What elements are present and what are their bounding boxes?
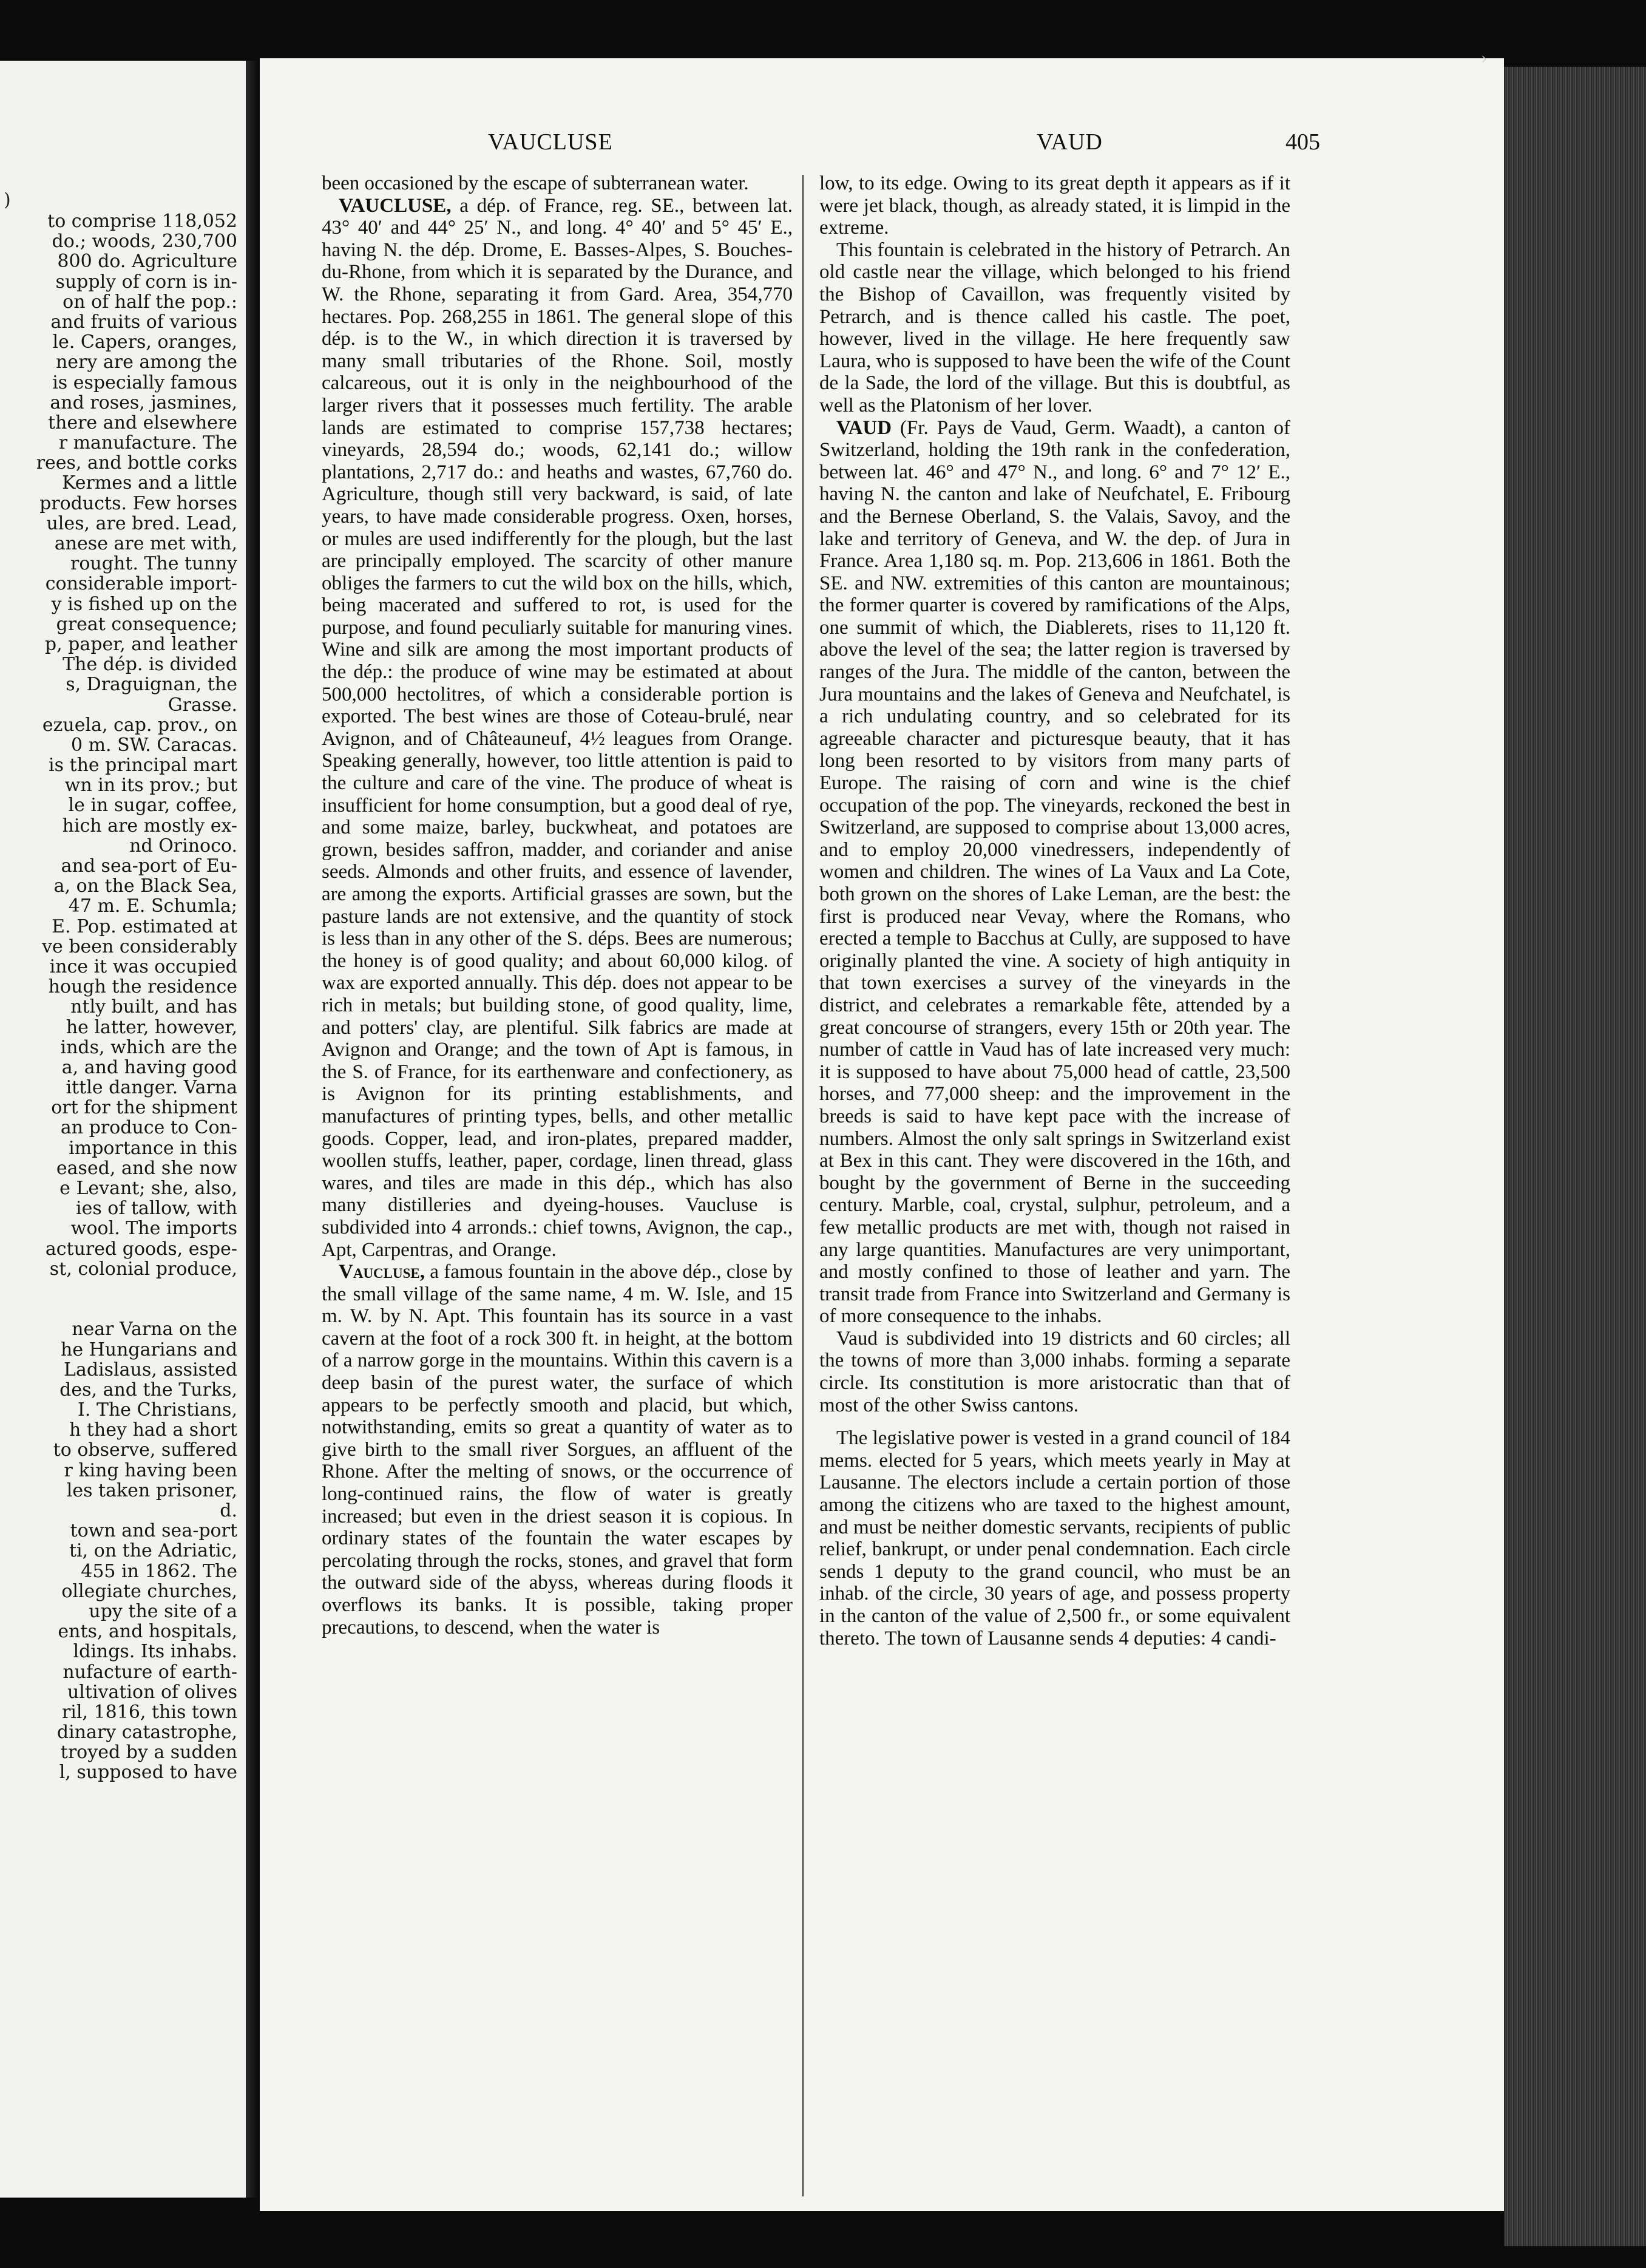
facing-page-line: eased, and she now	[56, 1157, 237, 1179]
paragraph-text: The legislative power is vested in a grand council of 184 mems. elected for 5 years, which meets yearly in May at Lausanne. The electors include a certain portion of those among the citizens who are taxed to the highest amount, and must be neither domestic servants, recipients of public relief, bankrupt, or under penal condemnation. Each circle sends 1 deputy to the grand council, who must be an inhab. of the circle, 30 years of age, and possess property in the canton of the value of 2,500 fr., or some equivalent thereto. The town of Lausanne sends 4 deputies: 4 candi-	[819, 1427, 1290, 1649]
facing-page-line: ve been considerably	[42, 935, 237, 957]
facing-page-line: wool. The imports	[70, 1218, 237, 1240]
facing-page-line: d.	[220, 1500, 237, 1521]
facing-page-line: ril, 1816, this town	[61, 1701, 237, 1723]
facing-page-line: ort for the shipment	[51, 1097, 237, 1119]
facing-page-line: to comprise 118,052	[47, 211, 237, 232]
running-head-right: VAUD	[1037, 129, 1103, 155]
facing-page-line: near Varna on the	[72, 1319, 237, 1340]
facing-page-line: products. Few horses	[39, 492, 237, 514]
facing-page-line: 455 in 1862. The	[81, 1560, 237, 1582]
facing-page-line: ldings. Its inhabs.	[73, 1641, 237, 1663]
facing-page-line: he latter, however,	[66, 1016, 237, 1038]
facing-page-line: to observe, suffered	[53, 1439, 237, 1461]
facing-page-line: inds, which are the	[60, 1036, 237, 1058]
facing-page-line: h they had a short	[69, 1419, 237, 1441]
facing-page-text	[0, 211, 237, 1783]
facing-page-line: y is fished up on the	[51, 593, 237, 615]
facing-page-line: des, and the Turks,	[59, 1379, 237, 1401]
facing-page-line: ntly built, and has	[70, 996, 237, 1018]
paragraph	[819, 239, 1290, 417]
paragraph	[819, 1328, 1290, 1416]
facing-page-line: and fruits of various	[50, 311, 237, 333]
facing-page-line: l, supposed to have	[59, 1762, 237, 1784]
paragraph	[819, 417, 1290, 1328]
facing-page-line: hich are mostly ex-	[62, 815, 237, 837]
facing-page-line: town and sea-port	[70, 1520, 237, 1542]
facing-page-line: I. The Christians,	[78, 1399, 237, 1421]
facing-page-line: and sea-port of Eu-	[61, 855, 237, 877]
facing-page-line: and roses, jasmines,	[50, 392, 237, 413]
facing-page-line: hough the residence	[48, 976, 237, 998]
facing-page-line: considerable import-	[45, 573, 237, 595]
facing-page-line: E. Pop. estimated at	[52, 915, 237, 937]
running-head-left: VAUCLUSE	[488, 129, 613, 155]
facing-page-line: nufacture of earth-	[63, 1661, 237, 1683]
facing-page-line: ents, and hospitals,	[58, 1621, 237, 1643]
facing-page-line: Ladislaus, assisted	[64, 1359, 237, 1380]
facing-page-line: supply of corn is in-	[55, 271, 237, 293]
facing-page-line: p, paper, and leather	[44, 633, 237, 655]
facing-page-line: ules, are bred. Lead,	[46, 512, 237, 534]
facing-page-line: is the principal mart	[48, 755, 237, 776]
entry-headword: VAUD	[836, 416, 892, 439]
facing-page-line: Kermes and a little	[62, 472, 237, 494]
facing-page-line: ezuela, cap. prov., on	[42, 714, 237, 736]
text-column-left	[322, 172, 793, 1638]
facing-page-line: st, colonial produce,	[49, 1258, 237, 1280]
facing-page-line: anese are met with,	[54, 533, 237, 554]
facing-page-line: rought. The tunny	[70, 553, 237, 575]
facing-page-line: e Levant; she, also,	[59, 1178, 237, 1199]
facing-page-line: do.; woods, 230,700	[52, 231, 237, 253]
facing-page-line: le. Capers, oranges,	[52, 331, 237, 353]
facing-page-line: 800 do. Agriculture	[57, 251, 237, 273]
paragraph-text: been occasioned by the escape of subterranean water.	[322, 172, 749, 194]
facing-page-line: dinary catastrophe,	[56, 1722, 237, 1743]
facing-page-mark: )	[4, 189, 11, 211]
facing-page-line: ti, on the Adriatic,	[69, 1540, 237, 1562]
facing-page-line: le in sugar, coffee,	[68, 795, 237, 817]
facing-page	[0, 61, 246, 2198]
facing-page-line: nery are among the	[55, 351, 237, 373]
entry-headword: Vaucluse,	[339, 1261, 425, 1283]
facing-page-line: 47 m. E. Schumla;	[68, 895, 237, 917]
facing-page-line: The dép. is divided	[63, 654, 237, 676]
facing-page-line: r king having been	[64, 1459, 237, 1481]
paragraph-text: a famous fountain in the above dép., close by the small village of the same name, 4 m. W. Isle, and 15 m. W. by N. Apt. This fountain has its source in a vast cavern at the foot of a rock 300 ft. in height, at the bottom of a narrow gorge in the mountains. Within this cavern is a deep basin of the purest water, the surface of which appears to be perfectly smooth and placid, but which, notwithstanding, emits so great a quantity of water as to give birth to the small river Sorgues, an affluent of the Rhone. After the melting of snows, or the occurrence of long-continued rains, the flow of water is greatly increased; but even in the driest season it is copious. In ordinary states of the fountain the water escapes by percolating through the rocks, stones, and gravel that form the outward side of the abyss, whereas during floods it overflows its banks. It is possible, taking proper precautions, to descend, when the water is	[322, 1261, 793, 1638]
facing-page-line: nd Orinoco.	[129, 835, 237, 857]
facing-page-line: upy the site of a	[89, 1600, 237, 1622]
text-column-right	[819, 172, 1290, 1649]
facing-page-line: 0 m. SW. Caracas.	[70, 734, 237, 756]
entry-headword: VAUCLUSE,	[339, 194, 452, 217]
facing-page-line: great consequence;	[56, 613, 237, 635]
scan-mark: ›	[1481, 50, 1488, 68]
facing-page-line: on of half the pop.:	[63, 291, 237, 313]
facing-page-line: importance in this	[69, 1137, 237, 1159]
facing-page-line: les taken prisoner,	[66, 1479, 237, 1501]
book-gutter	[246, 61, 258, 2198]
paragraph	[322, 195, 793, 1261]
facing-page-line: a, on the Black Sea,	[53, 875, 237, 897]
facing-page-line: rees, and bottle corks	[36, 452, 237, 474]
facing-page-line: there and elsewhere	[47, 412, 237, 433]
paragraph-text: (Fr. Pays de Vaud, Germ. Waadt), a canton of Switzerland, holding the 19th rank in the confederation, between lat. 46° and 47° N., and long. 6° and 7° 12′ E., having N. the canton and lake of Neufchatel, E. Fribourg and the Bernese Oberland, S. the Valais, Savoy, and the lake and territory of Geneva, and W. the dep. of Jura in France. Area 1,180 sq. m. Pop. 213,606 in 1861. Both the SE. and NW. extremities of this canton are mountainous; the former quarter is covered by ramifications of the Alps, one summit of which, the Diablerets, rises to 11,120 ft. above the level of the sea; the latter region is traversed by ranges of the Jura. The middle of the canton, between the Jura mountains and the lakes of Geneva and Neufchatel, is a rich undulating country, and so celebrated for its agreeable character and picturesque beauty, that it has long been resorted to by visitors from many parts of Europe. The raising of corn and wine is the chief occupation of the pop. The vineyards, reckoned the best in Switzerland, are supposed to comprise about 13,000 acres, and to employ 20,000 vinedressers, independently of women and children. The wines of La Vaux and La Cote, both grown on the shores of Lake Leman, are the best: the first is produced near Vevay, where the Romans, who erected a temple to Bacchus at Cully, are supposed to have originally planted the vine. A society of high antiquity in that town exercises a survey of the vineyards in the district, and celebrates a remarkable fête, attended by a great concourse of strangers, every 15th or 20th year. The number of cattle in Vaud has of late increased very much: it is supposed to have about 75,000 head of cattle, 23,500 horses, and 77,000 sheep: and the improvement in the breeds is said to have kept pace with the increase of numbers. Almost the only salt springs in Switzerland exist at Bex in this cant. They were discovered in the 16th, and bought by the government of Berne in the succeeding century. Marble, coal, crystal, sulphur, petroleum, and a few metallic products are met with, though not raised in any large quantities. Manufactures are very unimportant, and mostly confined to those of leather and yarn. The transit trade from France into Switzerland and Germany is of more consequence to the inhabs.	[819, 416, 1290, 1328]
facing-page-line: r manufacture. The	[58, 432, 237, 454]
facing-page-line: is especially famous	[52, 372, 237, 393]
page-number: 405	[1285, 129, 1320, 155]
paragraph-text: low, to its edge. Owing to its great depth it appears as if it were jet black, though, as already stated, it is limpid in the extreme.	[819, 172, 1290, 239]
facing-page-line: s, Draguignan, the	[66, 674, 237, 696]
paragraph	[322, 1261, 793, 1638]
page-edges	[1504, 67, 1646, 2246]
paragraph	[819, 1427, 1290, 1649]
paragraph-text: Vaud is subdivided into 19 districts and 60 circles; all the towns of more than 3,000 inhabs. forming a separate circle. Its constitution is more aristocratic than that of most of the other Swiss cantons.	[819, 1327, 1290, 1416]
facing-page-line: wn in its prov.; but	[64, 775, 237, 796]
facing-page-line: ultivation of olives	[67, 1681, 237, 1703]
facing-page-line: he Hungarians and	[61, 1339, 237, 1360]
facing-page-line: a, and having good	[61, 1056, 237, 1078]
paragraph	[322, 172, 793, 195]
facing-page-line: troyed by a sudden	[60, 1742, 237, 1764]
paragraph	[819, 172, 1290, 239]
facing-page-line: Grasse.	[168, 694, 237, 716]
facing-page-line: ince it was occupied	[49, 956, 237, 977]
facing-page-line: ies of tallow, with	[75, 1198, 237, 1220]
facing-page-line: an produce to Con-	[60, 1117, 237, 1139]
facing-page-line	[0, 1279, 237, 1299]
facing-page-line: ittle danger. Varna	[66, 1077, 237, 1099]
facing-page-line	[0, 1299, 237, 1319]
facing-page-line: ollegiate churches,	[61, 1580, 237, 1602]
facing-page-line: actured goods, espe-	[45, 1238, 237, 1260]
paragraph-text: a dép. of France, reg. SE., between lat. 43° 40′ and 44° 25′ N., and long. 4° 40′ and 5° 45′ E., having N. the dép. Drome, E. Basses-Alpes, S. Bouches-du-Rhone, from which it is separated by the Durance, and W. the Rhone, separating it from Gard. Area, 354,770 hectares. Pop. 268,255 in 1861. The general slope of this dép. is to the W., in which direction it is traversed by many small tributaries of the Rhone. Soil, mostly calcareous, out it is only in the neighbourhood of the larger rivers that it possesses much fertility. The arable lands are estimated to comprise 157,738 hectares; vineyards, 28,594 do.; woods, 62,141 do.; willow plantations, 2,717 do.: and heaths and wastes, 67,760 do. Agriculture, though still very backward, is said, of late years, to have made considerable progress. Oxen, horses, or mules are used indifferently for the plough, but the last are principally employed. The scarcity of other manure obliges the farmers to cut the wild box on the hills, which, being macerated and suffered to rot, is used for the purpose, and found peculiarly suitable for manuring vines. Wine and silk are among the most important products of the dép.: the produce of wine may be estimated at about 500,000 hectolitres, of which a considerable portion is exported. The best wines are those of Coteau-brulé, near Avignon, and of Châteauneuf, 4½ leagues from Orange. Speaking generally, however, too little attention is paid to the culture and care of the vine. The produce of wheat is insufficient for home consumption, but a good deal of rye, and some maize, barley, buckwheat, and potatoes are grown, besides saffron, madder, and coriander and anise seeds. Almonds and other fruits, and essence of lavender, are among the exports. Artificial grasses are sown, but the pasture lands are not extensive, and the quantity of stock is less than in any other of the S. déps. Bees are numerous; the honey is of good quality; and about 60,000 kilog. of wax are exported annually. This dép. does not appear to be rich in metals; but building stone, of good quality, lime, and potters' clay, are plentiful. Silk fabrics are made at Avignon and Orange; and the town of Apt is famous, in the S. of France, for its earthenware and confectionery, as is Avignon for its printing establishments, and manufactures of printing types, bells, and other metallic goods. Copper, lead, and iron-plates, prepared madder, woollen stuffs, leather, paper, cordage, linen thread, glass wares, and tiles are made in this dép., which has also many distilleries and dyeing-houses. Vaucluse is subdivided into 4 arronds.: chief towns, Avignon, the cap., Apt, Carpentras, and Orange.	[322, 194, 793, 1261]
paragraph-text: This fountain is celebrated in the history of Petrarch. An old castle near the village, which belonged to his friend the Bishop of Cavaillon, was frequently visited by Petrarch, and is thence called his castle. The poet, however, lived in the village. He here frequently saw Laura, who is supposed to have been the wife of the Count de la Sade, the lord of the village. But this is doubtful, as well as the Platonism of her lover.	[819, 239, 1290, 416]
column-rule	[802, 175, 804, 2196]
